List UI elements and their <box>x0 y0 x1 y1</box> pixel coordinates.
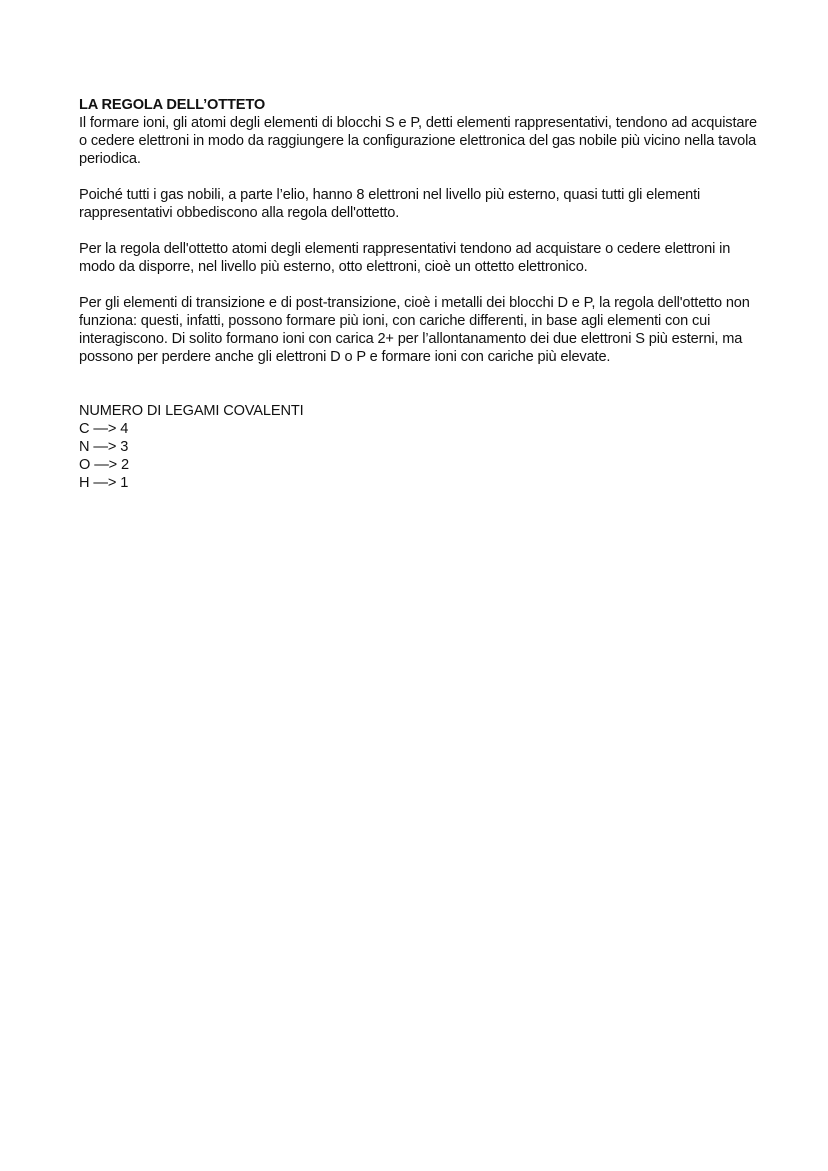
bond-count: 1 <box>120 475 129 491</box>
bond-count: 4 <box>120 421 129 437</box>
paragraph-transition-metals: Per gli elementi di transizione e di post-transizione, cioè i metalli dei blocchi D e P, la regola dell'ottetto non funziona: questi, infatti, possono formare più ioni, con cariche differenti, in base agli elementi con cui interagiscono. Di solito formano ioni con carica 2+ per l’allontanamento dei due elettroni S più esterni, ma possono per perdere anche gli elettroni D o P e formare ioni con cariche più elevate. <box>79 295 750 365</box>
arrow-icon: —> <box>94 457 118 473</box>
arrow-icon: —> <box>93 475 117 491</box>
arrow-icon: —> <box>93 439 117 455</box>
arrow-icon: —> <box>93 421 117 437</box>
paragraph-octet-rule: Per la regola dell'ottetto atomi degli elementi rappresentativi tendono ad acquistare o cedere elettroni in modo da disporre, nel livello più esterno, otto elettroni, cioè un ottetto elettronico. <box>79 241 731 275</box>
element-symbol: O <box>79 457 91 473</box>
paragraph-intro: Il formare ioni, gli atomi degli elementi di blocchi S e P, detti elementi rappresentativi, tendono ad acquistare o cedere elettroni in modo da raggiungere la configurazione elettronica del gas nobile più vicino nella tavola periodica. <box>79 115 757 167</box>
document-page <box>79 96 759 492</box>
bond-item-oxygen <box>79 456 759 474</box>
document-title: LA REGOLA DELL’OTTETO <box>79 97 266 113</box>
paragraph-noble-gases: Poiché tutti i gas nobili, a parte l’elio, hanno 8 elettroni nel livello più esterno, quasi tutti gli elementi rappresentativi obbediscono alla regola dell'ottetto. <box>79 187 701 221</box>
bond-item-nitrogen <box>79 438 759 456</box>
bond-item-carbon <box>79 420 759 438</box>
bond-item-hydrogen <box>79 474 759 492</box>
element-symbol: N <box>79 439 90 455</box>
spacer <box>79 384 759 402</box>
element-symbol: H <box>79 475 90 491</box>
bonds-list-title: NUMERO DI LEGAMI COVALENTI <box>79 403 304 419</box>
element-symbol: C <box>79 421 90 437</box>
bond-count: 3 <box>120 439 129 455</box>
bond-count: 2 <box>121 457 129 473</box>
